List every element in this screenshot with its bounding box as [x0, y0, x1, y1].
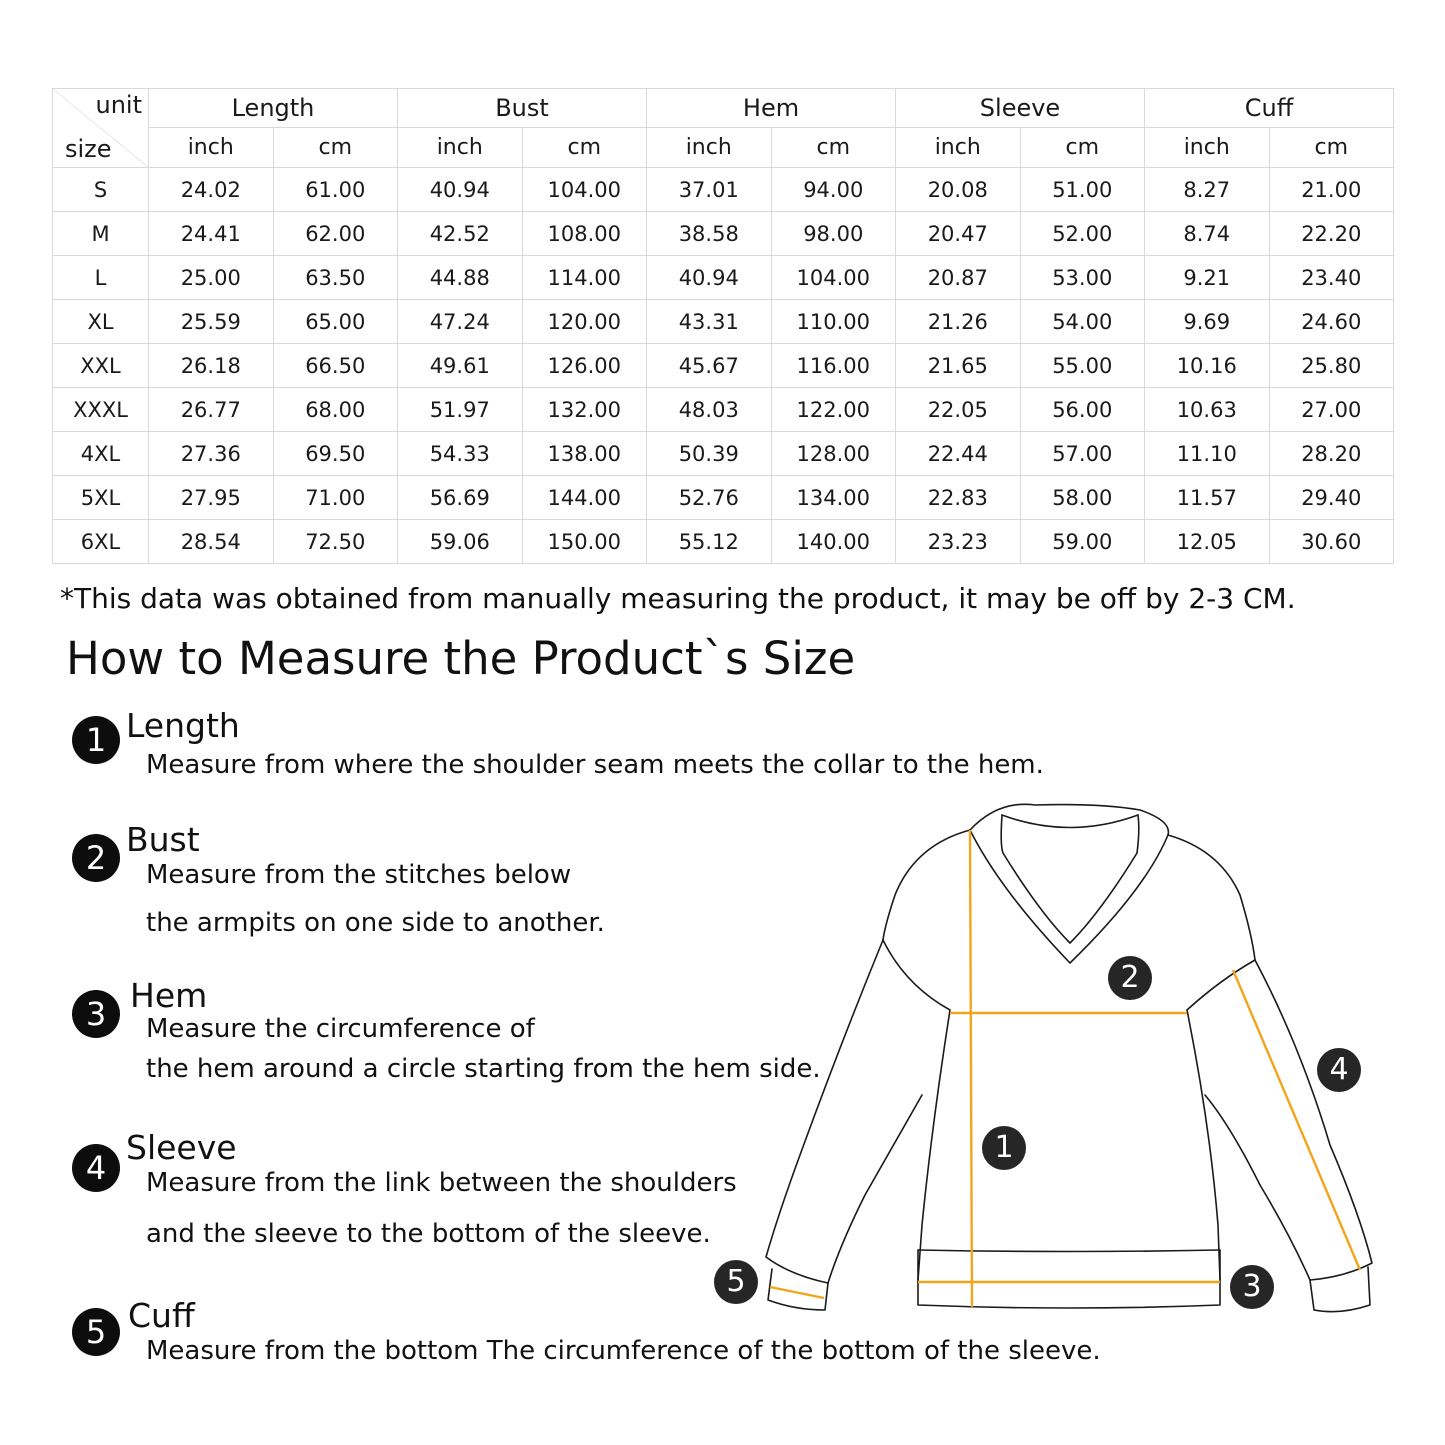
value-cell: 27.36	[149, 432, 274, 476]
value-cell: 23.40	[1269, 256, 1394, 300]
value-cell: 66.50	[273, 344, 398, 388]
table-row	[53, 432, 1394, 476]
value-cell: 25.00	[149, 256, 274, 300]
unit-header: inch	[149, 128, 274, 168]
value-cell: 12.05	[1145, 520, 1270, 564]
size-cell: XL	[53, 300, 149, 344]
marker-bust: 2	[1108, 956, 1152, 1000]
marker-cuff: 5	[714, 1260, 758, 1304]
step-description: Measure the circumference of	[146, 1014, 535, 1044]
value-cell: 53.00	[1020, 256, 1145, 300]
value-cell: 51.97	[398, 388, 523, 432]
table-row	[53, 476, 1394, 520]
marker-length: 1	[982, 1126, 1026, 1170]
value-cell: 65.00	[273, 300, 398, 344]
value-cell: 128.00	[771, 432, 896, 476]
value-cell: 56.00	[1020, 388, 1145, 432]
step-title: Sleeve	[126, 1128, 237, 1167]
table-row	[53, 388, 1394, 432]
value-cell: 51.00	[1020, 168, 1145, 212]
value-cell: 150.00	[522, 520, 647, 564]
value-cell: 55.12	[647, 520, 772, 564]
value-cell: 37.01	[647, 168, 772, 212]
value-cell: 40.94	[647, 256, 772, 300]
size-chart-table	[52, 88, 1394, 564]
value-cell: 49.61	[398, 344, 523, 388]
sweater-outline-icon	[700, 795, 1390, 1335]
unit-header: cm	[522, 128, 647, 168]
value-cell: 57.00	[1020, 432, 1145, 476]
value-cell: 108.00	[522, 212, 647, 256]
step-description: Measure from the link between the shoulders	[146, 1168, 737, 1198]
group-header-cuff: Cuff	[1145, 89, 1394, 128]
value-cell: 134.00	[771, 476, 896, 520]
value-cell: 27.00	[1269, 388, 1394, 432]
value-cell: 110.00	[771, 300, 896, 344]
step-description: and the sleeve to the bottom of the sleeve.	[146, 1219, 711, 1249]
value-cell: 9.21	[1145, 256, 1270, 300]
value-cell: 44.88	[398, 256, 523, 300]
step-number-badge: 4	[72, 1144, 120, 1192]
value-cell: 8.27	[1145, 168, 1270, 212]
value-cell: 50.39	[647, 432, 772, 476]
value-cell: 21.65	[896, 344, 1021, 388]
table-body	[53, 168, 1394, 564]
value-cell: 94.00	[771, 168, 896, 212]
value-cell: 40.94	[398, 168, 523, 212]
value-cell: 20.47	[896, 212, 1021, 256]
value-cell: 61.00	[273, 168, 398, 212]
table-row	[53, 300, 1394, 344]
value-cell: 52.00	[1020, 212, 1145, 256]
value-cell: 10.16	[1145, 344, 1270, 388]
value-cell: 20.87	[896, 256, 1021, 300]
step-number-badge: 2	[72, 834, 120, 882]
step-title: Bust	[126, 820, 200, 859]
value-cell: 11.57	[1145, 476, 1270, 520]
value-cell: 24.41	[149, 212, 274, 256]
size-cell: XXXL	[53, 388, 149, 432]
value-cell: 55.00	[1020, 344, 1145, 388]
value-cell: 140.00	[771, 520, 896, 564]
step-description: Measure from the bottom The circumference of the bottom of the sleeve.	[146, 1336, 1101, 1366]
value-cell: 30.60	[1269, 520, 1394, 564]
table-row	[53, 520, 1394, 564]
value-cell: 24.02	[149, 168, 274, 212]
size-cell: XXL	[53, 344, 149, 388]
value-cell: 10.63	[1145, 388, 1270, 432]
step-description: the hem around a circle starting from the hem side.	[146, 1054, 821, 1084]
value-cell: 104.00	[771, 256, 896, 300]
value-cell: 69.50	[273, 432, 398, 476]
table-row	[53, 344, 1394, 388]
table-row	[53, 168, 1394, 212]
value-cell: 21.26	[896, 300, 1021, 344]
group-header-sleeve: Sleeve	[896, 89, 1145, 128]
value-cell: 71.00	[273, 476, 398, 520]
value-cell: 21.00	[1269, 168, 1394, 212]
sweater-diagram	[700, 795, 1390, 1335]
size-cell: M	[53, 212, 149, 256]
step-title: Hem	[130, 976, 208, 1015]
table-header-units	[53, 128, 1394, 168]
unit-header: inch	[896, 128, 1021, 168]
value-cell: 48.03	[647, 388, 772, 432]
value-cell: 126.00	[522, 344, 647, 388]
unit-header: inch	[398, 128, 523, 168]
size-cell: 6XL	[53, 520, 149, 564]
group-header-hem: Hem	[647, 89, 896, 128]
step-number-badge: 5	[72, 1308, 120, 1356]
corner-size-label: size	[65, 135, 112, 163]
group-header-bust: Bust	[398, 89, 647, 128]
value-cell: 25.80	[1269, 344, 1394, 388]
step-description: the armpits on one side to another.	[146, 908, 605, 938]
step-description: Measure from where the shoulder seam meets the collar to the hem.	[146, 750, 1044, 780]
value-cell: 26.77	[149, 388, 274, 432]
value-cell: 11.10	[1145, 432, 1270, 476]
unit-header: cm	[1020, 128, 1145, 168]
value-cell: 68.00	[273, 388, 398, 432]
corner-unit-label: unit	[95, 91, 142, 119]
value-cell: 122.00	[771, 388, 896, 432]
value-cell: 29.40	[1269, 476, 1394, 520]
value-cell: 54.33	[398, 432, 523, 476]
value-cell: 59.06	[398, 520, 523, 564]
value-cell: 28.20	[1269, 432, 1394, 476]
value-cell: 22.83	[896, 476, 1021, 520]
value-cell: 120.00	[522, 300, 647, 344]
table-row	[53, 256, 1394, 300]
value-cell: 42.52	[398, 212, 523, 256]
unit-header: inch	[647, 128, 772, 168]
value-cell: 26.18	[149, 344, 274, 388]
size-cell: 4XL	[53, 432, 149, 476]
value-cell: 116.00	[771, 344, 896, 388]
unit-header: cm	[771, 128, 896, 168]
value-cell: 63.50	[273, 256, 398, 300]
page-title: How to Measure the Product`s Size	[66, 632, 856, 685]
value-cell: 59.00	[1020, 520, 1145, 564]
value-cell: 98.00	[771, 212, 896, 256]
value-cell: 23.23	[896, 520, 1021, 564]
value-cell: 114.00	[522, 256, 647, 300]
value-cell: 47.24	[398, 300, 523, 344]
unit-header: cm	[1269, 128, 1394, 168]
value-cell: 22.20	[1269, 212, 1394, 256]
unit-header: inch	[1145, 128, 1270, 168]
size-cell: S	[53, 168, 149, 212]
value-cell: 56.69	[398, 476, 523, 520]
value-cell: 22.05	[896, 388, 1021, 432]
marker-hem: 3	[1230, 1265, 1274, 1309]
size-cell: L	[53, 256, 149, 300]
table-corner	[53, 89, 149, 168]
value-cell: 72.50	[273, 520, 398, 564]
value-cell: 24.60	[1269, 300, 1394, 344]
value-cell: 25.59	[149, 300, 274, 344]
value-cell: 8.74	[1145, 212, 1270, 256]
value-cell: 45.67	[647, 344, 772, 388]
step-title: Cuff	[128, 1296, 195, 1335]
step-number-badge: 3	[72, 990, 120, 1038]
value-cell: 20.08	[896, 168, 1021, 212]
marker-sleeve: 4	[1317, 1048, 1361, 1092]
value-cell: 54.00	[1020, 300, 1145, 344]
value-cell: 27.95	[149, 476, 274, 520]
unit-header: cm	[273, 128, 398, 168]
value-cell: 62.00	[273, 212, 398, 256]
table-row	[53, 212, 1394, 256]
value-cell: 52.76	[647, 476, 772, 520]
value-cell: 138.00	[522, 432, 647, 476]
table-header-groups	[53, 89, 1394, 128]
value-cell: 22.44	[896, 432, 1021, 476]
value-cell: 58.00	[1020, 476, 1145, 520]
size-cell: 5XL	[53, 476, 149, 520]
group-header-length: Length	[149, 89, 398, 128]
value-cell: 9.69	[1145, 300, 1270, 344]
step-title: Length	[126, 706, 240, 745]
value-cell: 144.00	[522, 476, 647, 520]
measurement-note: *This data was obtained from manually measuring the product, it may be off by 2-3 CM.	[60, 582, 1296, 615]
step-number-badge: 1	[72, 716, 120, 764]
value-cell: 132.00	[522, 388, 647, 432]
value-cell: 104.00	[522, 168, 647, 212]
value-cell: 38.58	[647, 212, 772, 256]
value-cell: 28.54	[149, 520, 274, 564]
value-cell: 43.31	[647, 300, 772, 344]
step-description: Measure from the stitches below	[146, 860, 572, 890]
